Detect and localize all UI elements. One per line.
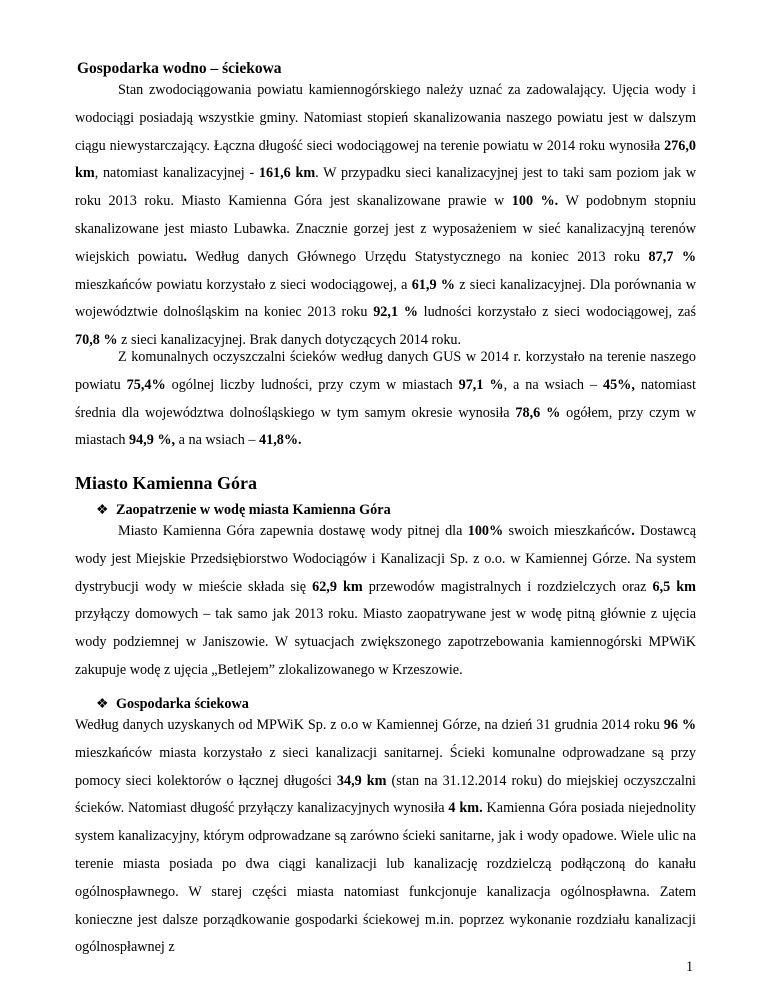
text-run: Kamienna Góra posiada niejednolity system kanalizacyjny, którym odprowadzane są zarówno ścieki sanitarne, jak i wody opadowe. Wiele ulic na terenie miasta posiada po dwa ciągi kanalizacji lub kanalizację rozdzielczą podłączoną do kanału ogólnospławnego. W starej części miasta natomiast funkcjonuje kanalizacja ogólnospławna. Zatem konieczne jest dalsze porządkowanie gospodarki ściekowej m.in. poprzez wykonanie rozdziału kanalizacji ogólnospławnej z [75,800,696,956]
text-run: swoich mieszkańców [503,523,632,539]
bold-value: 161,6 km [258,165,316,182]
text-run: mieszkańców powiatu korzystało z sieci wodociągowej, a [75,276,412,293]
text-run: Z komunalnych oczyszczalni ścieków według danych GUS w 2014 r. korzystało na terenie naszego powiatu [75,349,696,393]
text-run: natomiast średnia dla województwa dolnośląskiego w tym samym okresie wynosiła [75,376,696,421]
bold-value: 41,8%. [259,432,302,449]
bold-value: 97,1 % [458,376,504,393]
bold-value: 100% [467,523,504,539]
text-run: , a na wsiach – [503,376,603,393]
text-run: Dostawcą wody jest Miejskie Przedsiębiorstwo Wodociągów i Kanalizacji Sp. z o.o. w Kamiennej Górze. Na system dystrybucji wody w mieście składa się [75,523,696,595]
text-run: mieszkańców miasta korzystało z sieci kanalizacji sanitarnej. Ścieki komunalne odprowadzane są przy pomocy sieci kolektorów o łącznej długości [75,744,696,789]
page-number: 1 [686,959,694,975]
bold-value: 61,9 % [411,276,455,293]
bold-value: 87,7 % [648,248,697,265]
bold-value: . [183,248,188,265]
text-run: a na wsiach – [175,432,260,449]
text-run: ogólnej liczby ludności, przy czym w miastach [165,376,459,393]
bold-value: 45%, [602,376,635,393]
diamond-bullet-icon: ❖ [96,502,109,518]
bold-value: 78,6 % [515,404,561,421]
paragraph-water-sewage-overview [75,77,696,355]
bullet-sewage-management-label: Gospodarka ściekowa [116,696,249,712]
text-run: przewodów magistralnych i rozdzielczych oraz [362,578,653,595]
text-run: z sieci kanalizacyjnej. Brak danych dotyczących 2014 roku. [117,332,462,349]
text-run: Według danych uzyskanych od MPWiK Sp. z o.o w Kamiennej Górze, na dzień 31 grudnia 2014 roku [75,717,664,733]
text-run: W podobnym stopniu skanalizowane jest miasto Lubawka. Znacznie gorzej jest z wyposażeniem w sieć kanalizacyjną terenów wiejskich powiatu [75,193,696,265]
bold-value: 94,9 %, [128,432,176,449]
bold-value: 6,5 km [652,578,696,595]
bold-value: 75,4% [126,376,166,393]
text-run: Miasto Kamienna Góra zapewnia dostawę wody pitnej dla [118,523,468,539]
text-run: ogółem, przy czym w miastach [75,404,697,449]
text-run: przyłączy domowych – tak samo jak 2013 roku. Miasto zaopatrywane jest w wodę pitną głównie z ujęcia wody podziemnej w Janiszowie. W sytuacjach zwiększonego zapotrzebowania kamiennogórski MPWiK zakupuje wodę z ujęcia „Betlejem” zlokalizowanego w Krzeszowie. [75,606,696,678]
bold-value: 34,9 km [336,772,387,789]
text-run: Według danych Głównego Urzędu Statystycznego na koniec 2013 roku [187,248,649,265]
section-title: Gospodarka wodno – ściekowa [77,60,282,77]
bold-value: 92,1 % [373,304,418,321]
bold-value: 96 % [663,717,697,733]
bold-value: 62,9 km [312,578,363,595]
text-run: , natomiast kanalizacyjnej - [94,165,259,182]
bold-value: 100 %. [511,193,559,210]
bold-value: 276,0 km [75,137,696,182]
text-run: ludności korzystało z sieci wodociągowej, zaś [417,304,696,321]
text-run: . W przypadku sieci kanalizacyjnej jest to taki sam poziom jak w roku 2013 roku. Miasto Kamienna Góra jest skanalizowane prawie w [75,165,696,210]
bullet-water-supply [96,502,391,519]
paragraph-sewage-treatment [75,344,696,455]
text-run: (stan na 31.12.2014 roku) do miejskiej oczyszczalni ścieków. Natomiast długość przyłączy kanalizacyjnych wynosiła [75,772,696,817]
paragraph-water-supply [75,518,696,685]
bold-value: 4 km. [448,800,483,817]
text-run: z sieci kanalizacyjnej. Dla porównania w województwie dolnośląskim na koniec 2013 roku [75,276,696,321]
text-run: Stan zwodociągowania powiatu kamiennogórskiego należy uznać za zadowalający. Ujęcia wody i wodociągi posiadają wszystkie gminy. Natomiast stopień skanalizowania naszego powiatu jest w dalszym ciągu niewystarczający. Łączna długość sieci wodociągowej na terenie powiatu w 2014 roku wynosiła [75,82,696,154]
diamond-bullet-icon: ❖ [96,696,109,712]
bold-value: 70,8 % [75,332,118,349]
bold-value: . [631,523,635,539]
bullet-sewage-management [96,696,249,713]
city-heading: Miasto Kamienna Góra [75,473,257,493]
paragraph-sewage-management [75,712,696,962]
bullet-water-supply-label: Zaopatrzenie w wodę miasta Kamienna Góra [116,502,391,518]
